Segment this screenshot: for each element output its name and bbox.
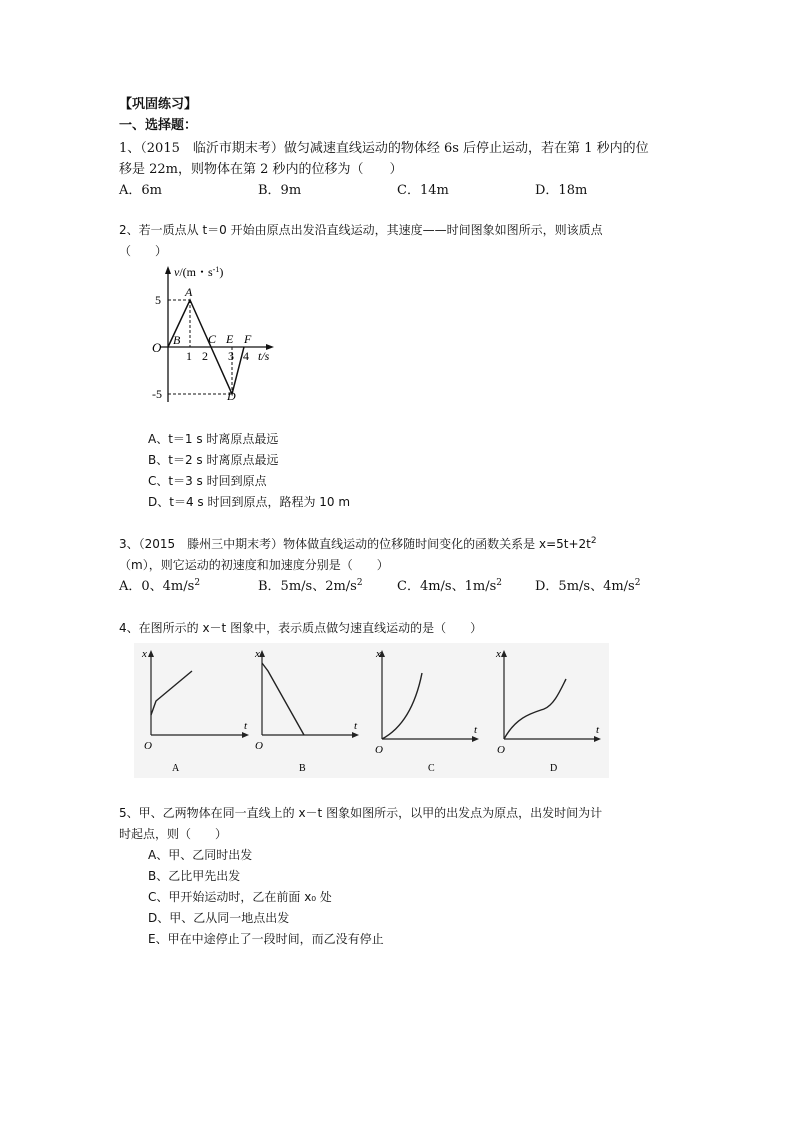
q5-option-b: B、乙比甲先出发 xyxy=(148,869,241,883)
xt-c-axis-t: t xyxy=(474,724,478,736)
q1-line2: 移是 22m，则物体在第 2 秒内的位移为（ ） xyxy=(119,162,403,177)
xt-c-caption: C xyxy=(428,763,435,774)
point-d-label: D xyxy=(227,389,236,403)
xt-b-caption: B xyxy=(299,763,306,774)
part-title: 一、选择题： xyxy=(119,118,198,133)
xt-d-axis-t: t xyxy=(596,724,600,736)
q3-line1: 3、（2015 滕州三中期末考）物体做直线运动的位移随时间变化的函数关系是 $x=5t+2t^2$ xyxy=(119,536,597,551)
q1-line1: 1、（2015 临沂市期末考）做匀减速直线运动的物体经 6s 后停止运动，若在第 1 秒内的位 xyxy=(119,141,649,156)
q2-line1: 2、若一质点从 t＝0 开始由原点出发沿直线运动，其速度——时间图象如图所示，则该质点 xyxy=(119,223,603,237)
xt-a-origin: O xyxy=(144,740,152,752)
q3-option-a: A．0、$4m/s^2$ xyxy=(119,578,201,594)
q2-option-c: C、t＝3 s 时回到原点 xyxy=(148,474,267,488)
point-f-label: F xyxy=(244,332,252,346)
xt-b-origin: O xyxy=(255,740,263,752)
q2-option-d: D、t＝4 s 时回到原点，路程为 10 m xyxy=(148,495,351,509)
xt-a-axis-t: t xyxy=(244,720,248,732)
point-c-label: C xyxy=(208,332,217,346)
q5-option-a: A、甲、乙同时出发 xyxy=(148,848,253,862)
tick-5: 5 xyxy=(155,293,161,307)
q5-line2: 时起点，则（ ） xyxy=(119,827,228,841)
point-e-label: E xyxy=(226,332,234,346)
tick-neg5: -5 xyxy=(152,387,162,401)
velocity-time-graph xyxy=(140,262,290,412)
tick-1: 1 xyxy=(186,349,192,363)
tick-3: 3 xyxy=(228,349,234,363)
q3-line2: （m），则它运动的初速度和加速度分别是（ ） xyxy=(119,558,389,572)
section-title: 【巩固练习】 xyxy=(119,97,198,112)
xt-d-caption: D xyxy=(550,763,558,774)
q3-option-c: C．4m/s、$1m/s^2$ xyxy=(397,578,502,594)
q5-line1: 5、甲、乙两物体在同一直线上的 x－t 图象如图所示，以甲的出发点为原点，出发时间为计 xyxy=(119,806,603,820)
position-time-graphs xyxy=(134,643,609,778)
q1-option-d: D．18m xyxy=(535,183,588,198)
q5-option-c: C、甲开始运动时，乙在前面 x₀ 处 xyxy=(148,890,332,904)
q1-option-c: C．14m xyxy=(397,183,449,198)
q5-option-d: D、甲、乙从同一地点出发 xyxy=(148,911,290,925)
q3-option-d: D．5m/s、$4m/s^2$ xyxy=(535,578,641,594)
tick-4: 4 xyxy=(243,349,249,363)
xt-d-origin: O xyxy=(497,744,505,756)
q2-line2: （ ） xyxy=(119,244,168,258)
v-axis-arrow xyxy=(165,266,171,274)
q5-option-e: E、甲在中途停止了一段时间，而乙没有停止 xyxy=(148,932,384,946)
xt-c-origin: O xyxy=(375,744,383,756)
q3-option-b: B．5m/s、$2m/s^2$ xyxy=(258,578,363,594)
point-b-label: B xyxy=(173,333,181,347)
q1-option-b: B．9m xyxy=(258,183,302,198)
xt-b-axis-x: x xyxy=(255,648,260,660)
point-a-label: A xyxy=(185,285,193,299)
xt-d-axis-x: x xyxy=(496,648,501,660)
xt-c-axis-x: x xyxy=(376,648,381,660)
tick-2: 2 xyxy=(202,349,208,363)
xt-a-axis-x: x xyxy=(142,648,147,660)
q2-option-b: B、t＝2 s 时离原点最远 xyxy=(148,453,279,467)
xt-b-axis-t: t xyxy=(354,720,358,732)
origin-label: O xyxy=(152,340,162,355)
v-axis-label: v/(m・$s^{-1}$) xyxy=(174,265,224,279)
xt-a-caption: A xyxy=(172,763,180,774)
t-axis-label: t/s xyxy=(258,349,270,363)
q4-line1: 4、在图所示的 x－t 图象中，表示质点做匀速直线运动的是（ ） xyxy=(119,621,483,635)
q2-option-a: A、t＝1 s 时离原点最远 xyxy=(148,432,279,446)
q1-option-a: A．6m xyxy=(119,183,162,198)
